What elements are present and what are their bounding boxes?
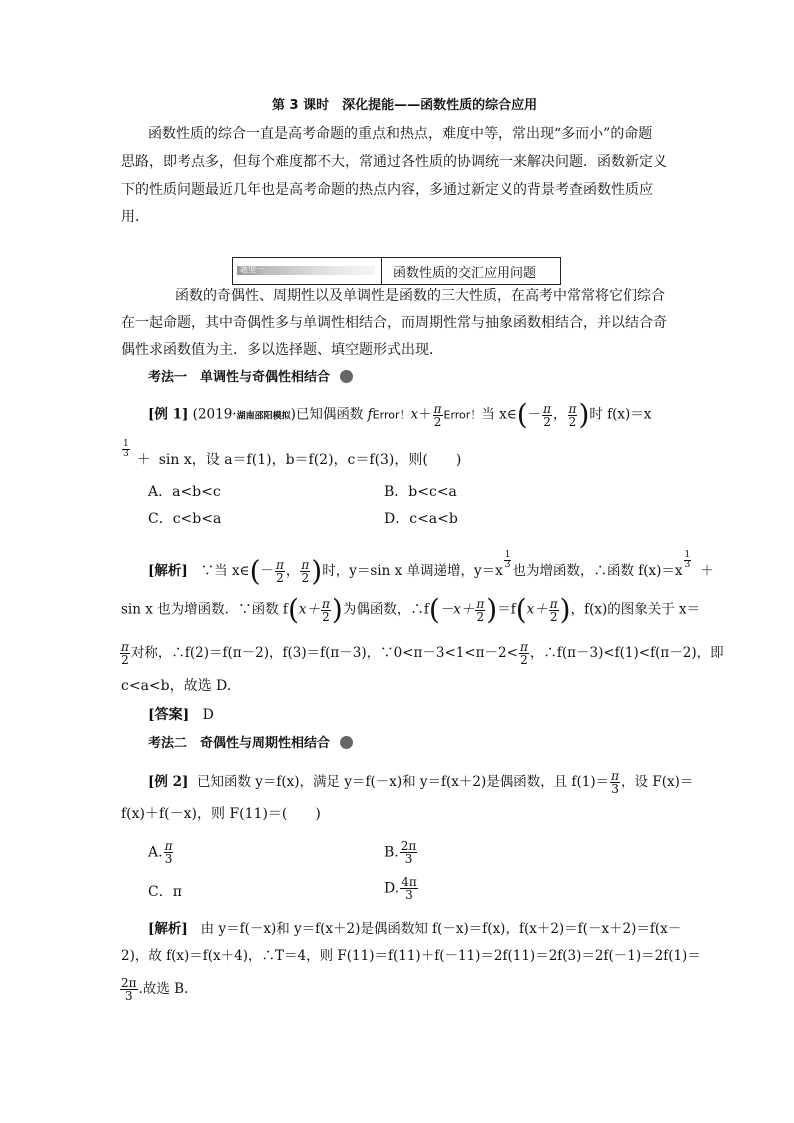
intro-line: 下的性质问题最近几年也是高考命题的热点内容，多通过新定义的背景考查函数性质应 [121,182,653,198]
fraction: $\frac{4\pi}{3}$ [401,875,417,902]
solution-line: [解析] 由 y＝f(－x)和 y＝f(x＋2)是偶函数知 f(－x)＝f(x)，f(x＋2)＝f(－x＋2)＝f(x－ [148,921,682,937]
section-line: 偶性求函数值为主．多以选择题、填空题形式出现． [121,342,443,358]
solution-tag: [解析] [148,563,188,579]
option-c: C．c<b<a [148,511,222,527]
example-text: sin x，设 a＝f(1)，b＝f(2)，c＝f(3)，则( ) [158,452,462,468]
example-text: )已知偶函数 [290,406,368,423]
fraction: $\frac{\pi}{2}$ [519,640,528,667]
example-line: [例 2] 已知函数 y＝f(x)，满足 y＝f(－x)和 y＝f(x＋2)是偶函数，且 f(1)＝ $\frac{\pi}{3}$ ，设 F(x)＝ [148,769,694,796]
option-d: D. $\frac{4\pi}{3}$ [384,875,417,902]
option-d: D．c<a<b [384,511,458,527]
fraction: $\frac{\pi}{3}$ [611,769,620,796]
option-a: A．a<b<c [148,484,221,500]
example-source: (2019· [192,406,237,423]
option-b: B. $\frac{2\pi}{3}$ [384,839,417,866]
intro-line: 函数性质的综合一直是高考命题的重点和热点，难度中等，常出现“多而小”的命题 [148,126,653,142]
answer-value: D [202,707,214,723]
example-line: f(x)＋f(－x)，则 F(11)＝( ) [121,806,321,822]
fraction: $\frac{\pi}{2}$ [549,596,558,624]
answer-tag: [答案] [148,707,190,723]
intro-line: 思路，即考点多，但每个难度都不大，常通过各性质的协调统一来解决问题．函数新定义 [121,154,667,170]
fraction: $\frac{\pi}{2}$ [568,401,577,429]
example-tag: [例 2] [148,774,189,790]
solution-line: [解析] ∵当 x∈(－ $\frac{\pi}{2}$ ， $\frac{\pi}{2}$ )时，y＝sin x 单调递增，y＝x $\frac{1}{3}$ 也为增函数，∴函数 f(x)＝x $\frac{1}{3}$ ＋ [148,550,714,588]
exponent-fraction: $\frac{1}{3}$ [504,550,511,570]
example-text: 时 f(x)＝x [589,406,652,423]
section-line: 在一起命题，其中奇偶性多与单调性相结合，而周期性常与抽象函数相结合，并以结合奇 [121,315,667,331]
example-line: $\frac{1}{3}$ ＋ sin x，设 a＝f(1)，b＝f(2)，c＝f(3)，则( ) [123,439,462,468]
solution-line: $\frac{2\pi}{3}$ .故选 B. [121,976,189,1003]
divider [381,258,382,284]
solution-line: $\frac{\pi}{2}$ 对称，∴f(2)＝f(π－2)，f(3)＝f(π－3)，∵0<π－3<1<π－2< $\frac{\pi}{2}$ ，∴f(π－3)<f(1)<f(π－2)，即 [121,640,724,667]
error-text: Error！ [372,408,411,422]
math-op: ＋ [418,406,432,423]
answer-line [148,706,214,724]
example-text: 当 x∈ [481,406,517,423]
example-tag: [例 1] [148,406,189,423]
fraction: $\frac{\pi}{2}$ [301,558,310,585]
circle-icon [340,736,353,749]
solution-line: c<a<b，故选 D. [121,678,232,694]
fraction: $\frac{2\pi}{3}$ [121,976,137,1003]
fraction: $\frac{\pi}{2}$ [276,558,284,585]
solution-tag: [解析] [148,921,188,937]
option-c: C．π [148,884,182,900]
section-header [232,257,561,285]
fraction: $\frac{2\pi}{3}$ [400,839,417,866]
section-line: 函数的奇偶性、周期性以及单调性是函数的三大性质，在高考中常常将它们综合 [175,288,665,304]
method-heading: 考法二 奇偶性与周期性相结合 [148,735,353,753]
section-tag: 题型一 [237,266,375,275]
method-heading: 考法一 单调性与奇偶性相结合 [148,369,353,387]
example-source-detail: 湖南邵阳模拟 [236,411,291,422]
page-title: 第 3 课时 深化提能——函数性质的综合应用 [272,98,538,113]
error-text: Error！ [443,408,482,422]
intro-line: 用． [121,209,149,225]
fraction: $\frac{\pi}{2}$ [476,596,485,624]
circle-icon [340,370,353,383]
option-a: A. $\frac{\pi}{3}$ [148,839,173,866]
fraction: $\frac{\pi}{2}$ [322,596,330,624]
option-b: B．b<c<a [384,484,457,500]
fraction: $\frac{\pi}{2}$ [543,401,552,429]
solution-line: 2)，故 f(x)＝f(x＋4)，∴T＝4，则 F(11)＝f(11)＋f(－11)＝2f(11)＝2f(3)＝2f(－1)＝2f(1)＝ [121,948,701,964]
fraction: $\frac{\pi}{3}$ [164,839,173,866]
math-var: f [367,406,373,423]
exponent-fraction: $\frac{1}{3}$ [123,439,129,459]
example-line: [例 1] (2019·湖南邵阳模拟)已知偶函数 fError！x＋ $\frac{\pi}{2}$ Error！当 x∈(－ $\frac{\pi}{2}$ ， $\frac{\pi}{2}$ )时 f(x)＝x [148,398,652,431]
solution-line: sin x 也为增函数．∵函数 f(x＋ $\frac{\pi}{2}$ )为偶函数，∴f(－x＋ $\frac{\pi}{2}$ )＝f(x＋ $\frac{\pi}{2}$ )，f(x)的图象关于 x＝ [121,593,701,626]
section-label: 函数性质的交汇应用问题 [393,266,537,281]
exponent-fraction: $\frac{1}{3}$ [684,550,691,570]
fraction: $\frac{\pi}{2}$ [121,640,129,667]
fraction: $\frac{\pi}{2}$ [433,401,442,429]
